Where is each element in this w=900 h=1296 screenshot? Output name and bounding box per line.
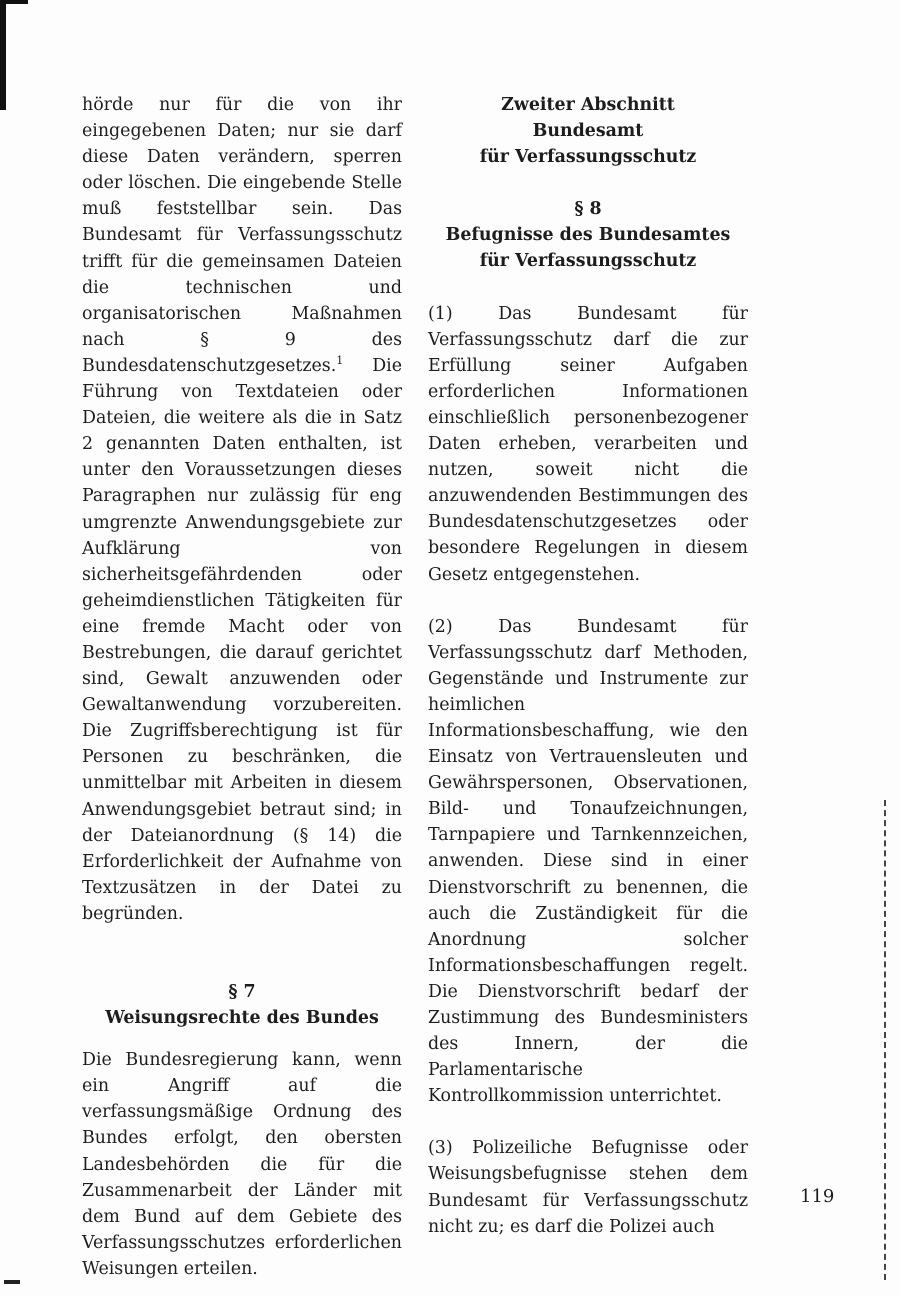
- scan-bottom-mark: [4, 1280, 20, 1284]
- chapter-heading-line3: für Verfassungsschutz: [479, 147, 697, 168]
- section7-title: Weisungsrechte des Bundes: [105, 1008, 379, 1029]
- scan-right-edge: [884, 800, 889, 1280]
- section8-paragraph-3: (3) Polizeiliche Befugnisse oder Weisungsbefugnisse stehen dem Bundesamt für Verfassungsschutz nicht zu; es darf die Polizei auch: [428, 1138, 748, 1237]
- chapter-heading-line2: Bundesamt: [532, 121, 644, 142]
- left-column: [82, 92, 402, 1282]
- chapter-heading-line1: Zweiter Abschnitt: [501, 95, 675, 115]
- section8-number: § 8: [574, 199, 602, 220]
- continuation-text-2: Die Führung von Textdateien oder Dateien, die weitere als die in Satz 2 genannten Daten enthalten, ist unter den Voraussetzungen dieses Paragraphen nur zulässig für eng umgrenzte Anwendungsgebiete zur Aufklärung von sicherheitsgefährdenden oder geheimdienstlichen Tätigkeiten für eine fremde Macht oder von Bestrebungen, die darauf gerichtet sind, Gewalt anzuwenden oder Gewaltanwendung vorzubereiten. Die Zugriffsberechtigung ist für Personen zu beschränken, die unmittelbar mit Arbeiten in diesem Anwendungsgebiet betraut sind; in der Dateianordnung (§ 14) die Erforderlichkeit der Aufnahme von Textzusätzen in der Datei zu begründen.: [82, 355, 402, 924]
- continuation-text: hörde nur für die von ihr eingegebenen Daten; nur sie darf diese Daten verändern, sperren oder löschen. Die eingebende Stelle muß feststellbar sein. Das Bundesamt für Verfassungsschutz trifft für die gemeinsamen Dateien die technischen und organisatorischen Maßnahmen nach § 9 des Bundesdatenschutzgesetzes.: [82, 95, 402, 376]
- section7-number: § 7: [228, 982, 256, 1002]
- footnote-reference: 1: [336, 354, 344, 368]
- right-column: [428, 92, 748, 1240]
- section8-paragraph-2: (2) Das Bundesamt für Verfassungsschutz darf Methoden, Gegenstände und Instrumente zur heimlichen Informationsbeschaffung, wie den Einsatz von Vertrauensleuten und Gewährspersonen, Observationen, Bild- und Tonaufzeichnungen, Tarnpapiere und Tarnkennzeichen, anwenden. Diese sind in einer Dienstvorschrift zu benennen, die auch die Zuständigkeit für die Anordnung solcher Informationsbeschaffungen regelt. Die Dienstvorschrift bedarf der Zustimmung des Bundesministers des Innern, der die Parlamentarische Kontrollkommission unterrichtet.: [428, 616, 748, 1107]
- section8-paragraph-1: (1) Das Bundesamt für Verfassungsschutz darf die zur Erfüllung seiner Aufgaben erforderlichen Informationen einschließlich personenbezogener Daten erheben, verarbeiten und nutzen, soweit nicht die anzuwendenden Bestimmungen des Bundesdatenschutzgesetzes oder besondere Regelungen in diesem Gesetz entgegenstehen.: [428, 303, 748, 585]
- scan-edge-mark: [0, 0, 6, 110]
- section7-paragraph: Die Bundesregierung kann, wenn ein Angriff auf die verfassungsmäßige Ordnung des Bundes erfolgt, den obersten Landesbehörden die für die Zusammenarbeit der Länder mit dem Bund auf dem Gebiete des Verfassungsschutzes erforderlichen Weisungen erteilen.: [82, 1050, 402, 1279]
- page-number: 119: [800, 1186, 835, 1207]
- section8-title-line2: für Verfassungsschutz: [479, 251, 697, 272]
- continuation-paragraph: [82, 92, 402, 927]
- section8-title-line1: Befugnisse des Bundesamtes: [445, 225, 731, 246]
